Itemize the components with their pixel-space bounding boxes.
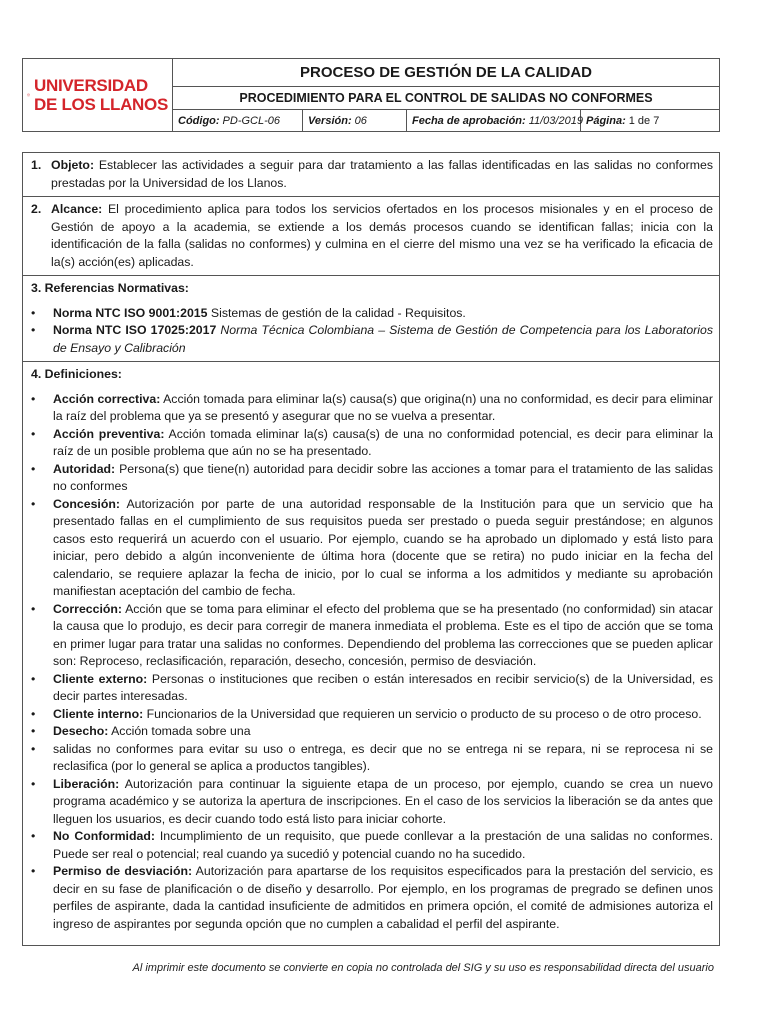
- page-label: Página:: [586, 114, 626, 127]
- definition-term: Acción preventiva:: [53, 426, 165, 441]
- definitions-list: [31, 391, 713, 934]
- code-value: PD-GCL-06: [222, 114, 281, 127]
- page-cell: [581, 110, 719, 131]
- bullet-icon: •: [31, 323, 36, 337]
- definition-text: Acción tomada para eliminar la(s) causa(s) que origina(n) una no conformidad, es decir para eliminar la raíz del problema que ya se presentó y asegurar que no se vuelva a presentar.: [53, 391, 713, 423]
- definition-text: Autorización para apartarse de los requisitos especificados para la prestación del servicio, es decir en su fase de planificación o de diseño y desarrollo. Por ejemplo, en los programas de pregrado se definen unos perfiles de aspirante, dada la cantidad insuficiente de admitidos en primera opción, el comité de admisiones autoriza el ingreso de aspirantes por segunda opción que no cumplen a cabalidad el perfil del aspirante.: [53, 864, 713, 931]
- bullet-icon: •: [31, 426, 36, 441]
- list-item: [31, 496, 713, 601]
- definition-text: Personas o instituciones que reciben o están interesados en recibir servicio(s) de la Universidad, es decir partes interesadas.: [53, 671, 713, 703]
- definition-text: salidas no conformes para evitar su uso o entrega, es decir que no se entrega ni se repara, ni se reprocesa ni se reclasifica (por lo general se aplica a productos tangibles).: [53, 741, 713, 773]
- section-definiciones: [23, 362, 719, 937]
- list-item: [31, 671, 713, 706]
- bullet-icon: •: [31, 305, 36, 320]
- list-item-text: [53, 391, 713, 426]
- definition-term: Concesión:: [53, 496, 120, 511]
- code-cell: [173, 110, 303, 131]
- list-item: [31, 601, 713, 671]
- document-meta: [173, 110, 719, 131]
- list-item: [31, 391, 713, 426]
- version-cell: [303, 110, 407, 131]
- bullet-icon: •: [31, 601, 36, 616]
- footer-disclaimer: Al imprimir este documento se convierte en copia no controlada del SIG y su uso es responsabilidad directa del usuario: [132, 962, 714, 974]
- document-header: [22, 58, 720, 132]
- code-label: Código:: [178, 114, 220, 127]
- document-body: [22, 152, 720, 946]
- definition-text: Acción tomada sobre una: [108, 724, 251, 738]
- section-objeto: [23, 153, 719, 197]
- section-number: 1.: [31, 158, 42, 172]
- definition-text: Acción tomada eliminar la(s) causa(s) de una no conformidad potencial, es decir para eliminar la raíz de un posible problema que aún no se ha presentado.: [53, 426, 713, 458]
- definition-term: Liberación:: [53, 776, 120, 791]
- list-item: [31, 426, 713, 461]
- definition-text: Autorización para continuar la siguiente etapa de un proceso, por ejemplo, cuando se crea un nuevo programa académico y se autoriza la apertura de inscripciones. En el caso de los servicios la liberación se da antes que lleguen los usuarios, es decir cuando todo está listo para iniciar cohorte.: [53, 776, 713, 826]
- definition-term: Cliente externo:: [53, 671, 148, 686]
- reference-desc-italic: Norma Técnica Colombiana – Sistema de Gestión de Competencia para los Laboratorios de Ensayo y Calibración: [53, 323, 713, 355]
- references-list: [31, 305, 713, 358]
- list-item-text: [53, 776, 713, 829]
- list-item: [31, 322, 713, 357]
- definition-term: Permiso de desviación:: [53, 864, 193, 878]
- bullet-icon: •: [31, 671, 36, 686]
- bullet-icon: •: [31, 706, 36, 721]
- section-referencias: [23, 276, 719, 362]
- bullet-icon: •: [31, 391, 36, 406]
- definition-text: Incumplimiento de un requisito, que puede conllevar a la prestación de una salidas no conformes. Puede ser real o potencial; real cuando ya sucedió y potencial cuando no ha sucedido.: [53, 829, 713, 861]
- svg-text:SEMILLA DEL LLANO: SEMILLA DEL LLANO: [27, 93, 30, 96]
- section-title: Alcance:: [51, 202, 103, 216]
- reference-norm: Norma NTC ISO 9001:2015: [53, 305, 208, 320]
- list-item-text: [53, 305, 713, 323]
- approval-date-label: Fecha de aprobación:: [412, 114, 526, 127]
- version-label: Versión:: [308, 114, 352, 127]
- university-logo: [23, 59, 173, 131]
- university-seal-icon: [27, 74, 30, 116]
- wordmark-line2: DE LOS LLANOS: [34, 95, 168, 114]
- definition-text: Funcionarios de la Universidad que requieren un servicio o producto de su proceso o de otro proceso.: [143, 706, 702, 721]
- definition-text: Autorización por parte de una autoridad responsable de la Institución para que un servicio que ha presentado fallas en el cumplimiento de sus requisitos pueda ser prestado o pueda seguir prestándose; en algunos casos esto requerirá un acuerdo con el usuario. Por ejemplo, cuando se ha aprobado un diplomado y está listo para iniciar, pero debido a algún inconveniente de última hora (docente que se retira) no pudo iniciar en la fecha del calendario, se requiere aplazar la fecha de inicio, por lo cual se informa a los admitidos y mediante su aprobación manifiestan aceptación del cambio de fecha.: [53, 496, 713, 598]
- list-item-text: [53, 863, 713, 933]
- bullet-icon: •: [31, 724, 36, 738]
- list-item: [31, 776, 713, 829]
- university-wordmark: [34, 76, 168, 114]
- definition-term: Corrección:: [53, 601, 123, 616]
- definition-term: Acción correctiva:: [53, 391, 161, 406]
- bullet-icon: •: [31, 776, 36, 791]
- definition-term: Cliente interno:: [53, 706, 144, 721]
- list-item: [31, 828, 713, 863]
- list-item-text: [53, 461, 713, 496]
- bullet-icon: •: [31, 864, 36, 878]
- list-item: [31, 741, 713, 776]
- bullet-icon: •: [31, 829, 36, 843]
- list-item: [31, 461, 713, 496]
- definition-text: Acción que se toma para eliminar el efecto del problema que se ha presentado (no conformidad) sin atacar la causa que lo produjo, es decir para corregir de manera inmediata el problema. Este es el tipo de acción que se toma en primer lugar para tratar una salidas no conformes. Dependiendo del problema las correcciones que se pueden aplicar son: Reproceso, reclasificación, reparación, desecho, concesión, permiso de desviación.: [53, 601, 713, 668]
- approval-date-cell: [407, 110, 581, 131]
- section-alcance: [23, 197, 719, 276]
- version-value: 06: [354, 114, 367, 127]
- list-item-text: [53, 828, 713, 863]
- approval-date-value: 11/03/2019: [528, 114, 583, 127]
- list-item: [31, 723, 713, 741]
- section-number: 2.: [31, 202, 42, 216]
- list-item-text: [53, 322, 713, 357]
- list-item-text: [53, 496, 713, 601]
- reference-desc: Sistemas de gestión de la calidad - Requisitos.: [207, 305, 466, 320]
- list-item-text: [53, 706, 713, 724]
- reference-norm: Norma NTC ISO 17025:2017: [53, 323, 217, 337]
- list-item-text: [53, 671, 713, 706]
- list-item: [31, 706, 713, 724]
- list-item-text: [53, 601, 713, 671]
- section-text: Establecer las actividades a seguir para dar tratamiento a las fallas identificadas en las salidas no conformes prestadas por la Universidad de los Llanos.: [51, 158, 713, 190]
- list-item: [31, 863, 713, 933]
- definition-term: Autoridad:: [53, 461, 116, 476]
- page-value: 1 de 7: [628, 114, 660, 127]
- list-item-text: [53, 741, 713, 776]
- section-text: El procedimiento aplica para todos los servicios ofertados en los procesos misionales y en el proceso de Gestión de apoyo a la academia, se extiende a los demás procesos cuando se identifican fallas; inicia con la identificación de la falla (salidas no conformes) y culmina en el cierre del mismo una vez se ha verificado la eficacia de la(s) acción(es) aplicadas.: [51, 202, 713, 269]
- bullet-icon: •: [31, 741, 36, 756]
- list-item-text: [53, 723, 713, 741]
- list-item: [31, 305, 713, 323]
- bullet-icon: •: [31, 461, 36, 476]
- procedure-title: PROCEDIMIENTO PARA EL CONTROL DE SALIDAS NO CONFORMES: [173, 87, 719, 110]
- list-item-text: [53, 426, 713, 461]
- section-heading: 3. Referencias Normativas:: [31, 281, 189, 295]
- definition-term: No Conformidad:: [53, 829, 155, 843]
- process-title: PROCESO DE GESTIÓN DE LA CALIDAD: [173, 59, 719, 87]
- section-title: Objeto:: [51, 158, 95, 172]
- wordmark-line1: UNIVERSIDAD: [34, 76, 148, 95]
- definition-term: Desecho:: [53, 724, 109, 738]
- bullet-icon: •: [31, 496, 36, 511]
- section-heading: 4. Definiciones:: [31, 367, 122, 381]
- definition-text: Persona(s) que tiene(n) autoridad para decidir sobre las acciones a tomar para el tratamiento de las salidas no conformes: [53, 461, 713, 493]
